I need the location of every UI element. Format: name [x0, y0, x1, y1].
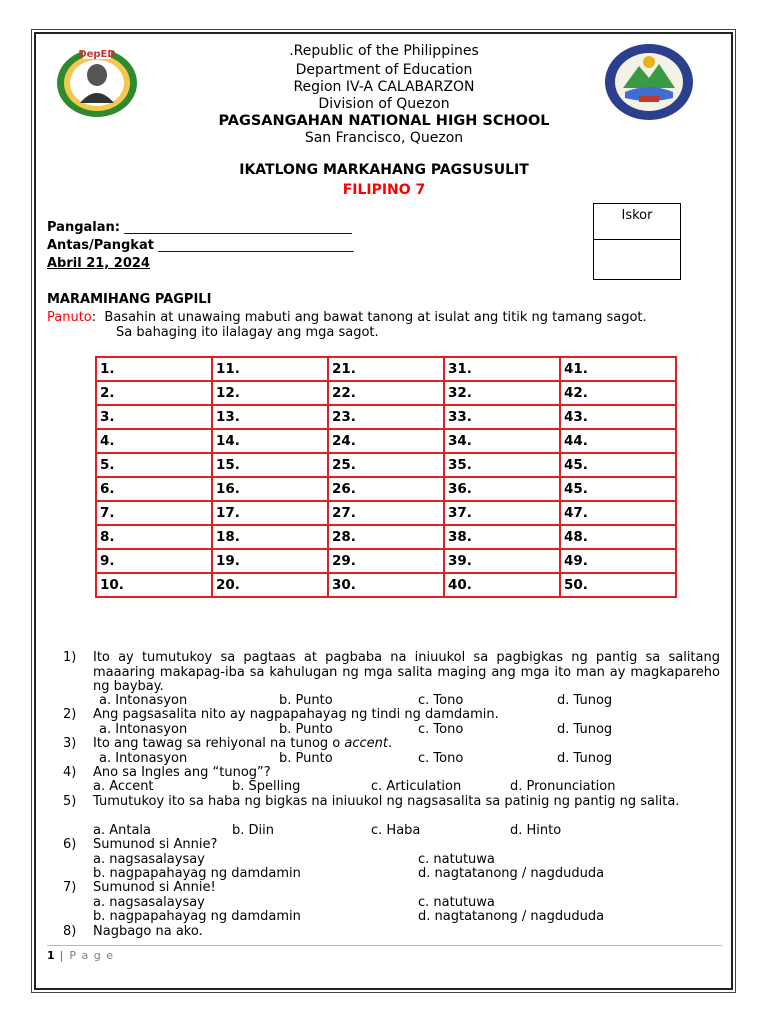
answer-cell[interactable]: 21. [328, 357, 444, 381]
header-school: PAGSANGAHAN NATIONAL HIGH SCHOOL [218, 113, 550, 129]
answer-cell[interactable]: 37. [444, 501, 560, 525]
answer-cell[interactable]: 49. [560, 549, 676, 573]
choice-a[interactable]: a. nagsasalaysay [93, 852, 205, 867]
question-text: Ito ang tawag sa rehiyonal na tunog o accent. [93, 736, 393, 751]
deped-logo-text: DepED [78, 49, 116, 60]
header-republic: .Republic of the Philippines [289, 43, 479, 59]
answer-cell[interactable]: 10. [96, 573, 212, 597]
page-footer [47, 949, 114, 962]
answer-cell[interactable]: 25. [328, 453, 444, 477]
question-5 [63, 795, 720, 810]
choice-c[interactable]: c. Tono [418, 722, 464, 737]
answer-cell[interactable]: 41. [560, 357, 676, 381]
question-text: Sumunod si Annie? [93, 837, 218, 852]
answer-cell[interactable]: 6. [96, 477, 212, 501]
page-number: 1 [47, 949, 55, 962]
answer-cell[interactable]: 22. [328, 381, 444, 405]
answer-cell[interactable]: 32. [444, 381, 560, 405]
choice-d[interactable]: d. Tunog [557, 751, 613, 766]
header-region: Region IV-A CALABARZON [293, 79, 475, 95]
choice-d[interactable]: d. Hinto [510, 823, 562, 838]
choice-c[interactable]: c. Articulation [371, 779, 462, 794]
grade-line[interactable]: ______________________________ [158, 238, 354, 253]
question-number: 8) [63, 924, 77, 939]
answer-row [96, 381, 676, 405]
question-3 [63, 737, 720, 752]
answer-cell[interactable]: 4. [96, 429, 212, 453]
choice-b[interactable]: b. Punto [279, 751, 333, 766]
panuto-line-2: Sa bahaging ito ilalagay ang mga sagot. [116, 325, 379, 340]
answer-cell[interactable]: 7. [96, 501, 212, 525]
footer-separator: | [54, 949, 70, 962]
header-department: Department of Education [295, 62, 473, 78]
choice-c[interactable]: c. Tono [418, 693, 464, 708]
answer-cell[interactable]: 24. [328, 429, 444, 453]
answer-cell[interactable]: 34. [444, 429, 560, 453]
choice-b[interactable]: b. nagpapahayag ng damdamin [93, 909, 301, 924]
question-7 [63, 881, 720, 896]
answer-cell[interactable]: 1. [96, 357, 212, 381]
question-text: Sumunod si Annie! [93, 880, 216, 895]
section-title: MARAMIHANG PAGPILI [47, 292, 212, 307]
question-number: 5) [63, 794, 77, 809]
choice-a[interactable]: a. Intonasyon [99, 722, 188, 737]
question-number: 7) [63, 880, 77, 895]
choice-b[interactable]: b. Spelling [232, 779, 301, 794]
answer-cell[interactable]: 27. [328, 501, 444, 525]
choice-b[interactable]: b. Punto [279, 693, 333, 708]
answer-cell[interactable]: 31. [444, 357, 560, 381]
question-text: Ito ay tumutukoy sa pagtaas at pagbaba na iniuukol sa pagbigkas ng pantig sa salitang maaaring makapag-iba sa kahulugan ng mga salita maging ang mga ito man ay magkapareho ng baybay. [93, 650, 720, 694]
choice-d[interactable]: d. Tunog [557, 722, 613, 737]
answer-cell[interactable]: 23. [328, 405, 444, 429]
exam-date: Abril 21, 2024 [47, 256, 150, 271]
answer-cell[interactable]: 28. [328, 525, 444, 549]
answer-cell[interactable]: 26. [328, 477, 444, 501]
answer-cell[interactable]: 16. [212, 477, 328, 501]
answer-row [96, 477, 676, 501]
choice-c[interactable]: c. natutuwa [418, 852, 495, 867]
instructions: Panuto: Basahin at unawaing mabuti ang bawat tanong at isulat ang titik ng tamang sagot. Sa bahaging ito ilalagay ang mga sagot. [47, 310, 722, 340]
choice-d[interactable]: d. nagtatanong / nagdududa [418, 866, 605, 881]
answer-row [96, 405, 676, 429]
answer-cell[interactable]: 33. [444, 405, 560, 429]
answer-cell[interactable]: 5. [96, 453, 212, 477]
answer-cell[interactable]: 14. [212, 429, 328, 453]
question-number: 1) [63, 650, 77, 665]
question-number: 2) [63, 707, 77, 722]
choice-b[interactable]: b. Diin [232, 823, 274, 838]
question-text: Ang pagsasalita nito ay nagpapahayag ng tindi ng damdamin. [93, 707, 499, 722]
choice-a[interactable]: a. Intonasyon [99, 751, 188, 766]
answer-cell[interactable]: 44. [560, 429, 676, 453]
question-number: 3) [63, 736, 77, 751]
answer-row [96, 429, 676, 453]
answer-row [96, 453, 676, 477]
answer-cell[interactable]: 38. [444, 525, 560, 549]
choice-c[interactable]: c. Haba [371, 823, 421, 838]
panuto-line-1: Basahin at unawaing mabuti ang bawat tanong at isulat ang titik ng tamang sagot. [104, 310, 647, 325]
choice-b[interactable]: b. nagpapahayag ng damdamin [93, 866, 301, 881]
name-line[interactable]: ___________________________________ [124, 220, 352, 235]
name-label: Pangalan: [47, 220, 120, 235]
answer-cell[interactable]: 50. [560, 573, 676, 597]
answer-cell[interactable]: 47. [560, 501, 676, 525]
page-label: P a g e [69, 949, 114, 962]
answer-grid [95, 356, 677, 598]
choice-d[interactable]: d. nagtatanong / nagdududa [418, 909, 605, 924]
answer-row [96, 357, 676, 381]
question-6 [63, 838, 720, 853]
answer-cell[interactable]: 20. [212, 573, 328, 597]
question-text: Tumutukoy ito sa haba ng bigkas na iniuukol ng nagsasalita sa patinig ng pantig ng salita. [93, 794, 680, 809]
answer-row [96, 501, 676, 525]
answer-cell[interactable]: 43. [560, 405, 676, 429]
answer-row [96, 549, 676, 573]
answer-cell[interactable]: 45. [560, 477, 676, 501]
answer-cell[interactable]: 42. [560, 381, 676, 405]
choice-c[interactable]: c. natutuwa [418, 895, 495, 910]
grade-field[interactable] [47, 238, 353, 253]
answer-cell[interactable]: 36. [444, 477, 560, 501]
answer-cell[interactable]: 8. [96, 525, 212, 549]
choice-a[interactable]: a. Antala [93, 823, 152, 838]
answer-cell[interactable]: 18. [212, 525, 328, 549]
header-location: San Francisco, Quezon [304, 130, 464, 146]
answer-cell[interactable]: 40. [444, 573, 560, 597]
panuto-label: Panuto [47, 310, 92, 325]
exam-subject: FILIPINO 7 [342, 182, 426, 198]
choice-d[interactable]: d. Pronunciation [510, 779, 616, 794]
question-2 [63, 708, 720, 723]
answer-cell[interactable]: 17. [212, 501, 328, 525]
choice-a[interactable]: a. nagsasalaysay [93, 895, 205, 910]
question-8 [63, 925, 720, 940]
answer-row [96, 525, 676, 549]
header-division: Division of Quezon [318, 96, 450, 112]
score-label: Iskor [594, 204, 680, 240]
question-number: 6) [63, 837, 77, 852]
answer-cell[interactable]: 2. [96, 381, 212, 405]
answer-cell[interactable]: 29. [328, 549, 444, 573]
exam-title: IKATLONG MARKAHANG PAGSUSULIT [239, 162, 529, 178]
answer-cell[interactable]: 39. [444, 549, 560, 573]
answer-cell[interactable]: 30. [328, 573, 444, 597]
answer-cell[interactable]: 45. [560, 453, 676, 477]
footer-divider [47, 945, 722, 946]
choice-a[interactable]: a. Accent [93, 779, 154, 794]
choice-c[interactable]: c. Tono [418, 751, 464, 766]
question-number: 4) [63, 765, 77, 780]
grade-label: Antas/Pangkat [47, 238, 154, 253]
answer-cell[interactable]: 35. [444, 453, 560, 477]
answer-cell[interactable]: 3. [96, 405, 212, 429]
answer-cell[interactable]: 48. [560, 525, 676, 549]
answer-cell[interactable]: 15. [212, 453, 328, 477]
choice-b[interactable]: b. Punto [279, 722, 333, 737]
answer-cell[interactable]: 11. [212, 357, 328, 381]
choice-a[interactable]: a. Intonasyon [99, 693, 188, 708]
question-text: Ano sa Ingles ang “tunog”? [93, 765, 271, 780]
choice-d[interactable]: d. Tunog [557, 693, 613, 708]
score-box[interactable] [593, 203, 681, 280]
answer-cell[interactable]: 13. [212, 405, 328, 429]
question-text: Nagbago na ako. [93, 924, 203, 939]
answer-cell[interactable]: 9. [96, 549, 212, 573]
name-field[interactable] [47, 220, 352, 235]
answer-cell[interactable]: 19. [212, 549, 328, 573]
answer-row [96, 573, 676, 597]
answer-cell[interactable]: 12. [212, 381, 328, 405]
question-1 [63, 651, 720, 695]
